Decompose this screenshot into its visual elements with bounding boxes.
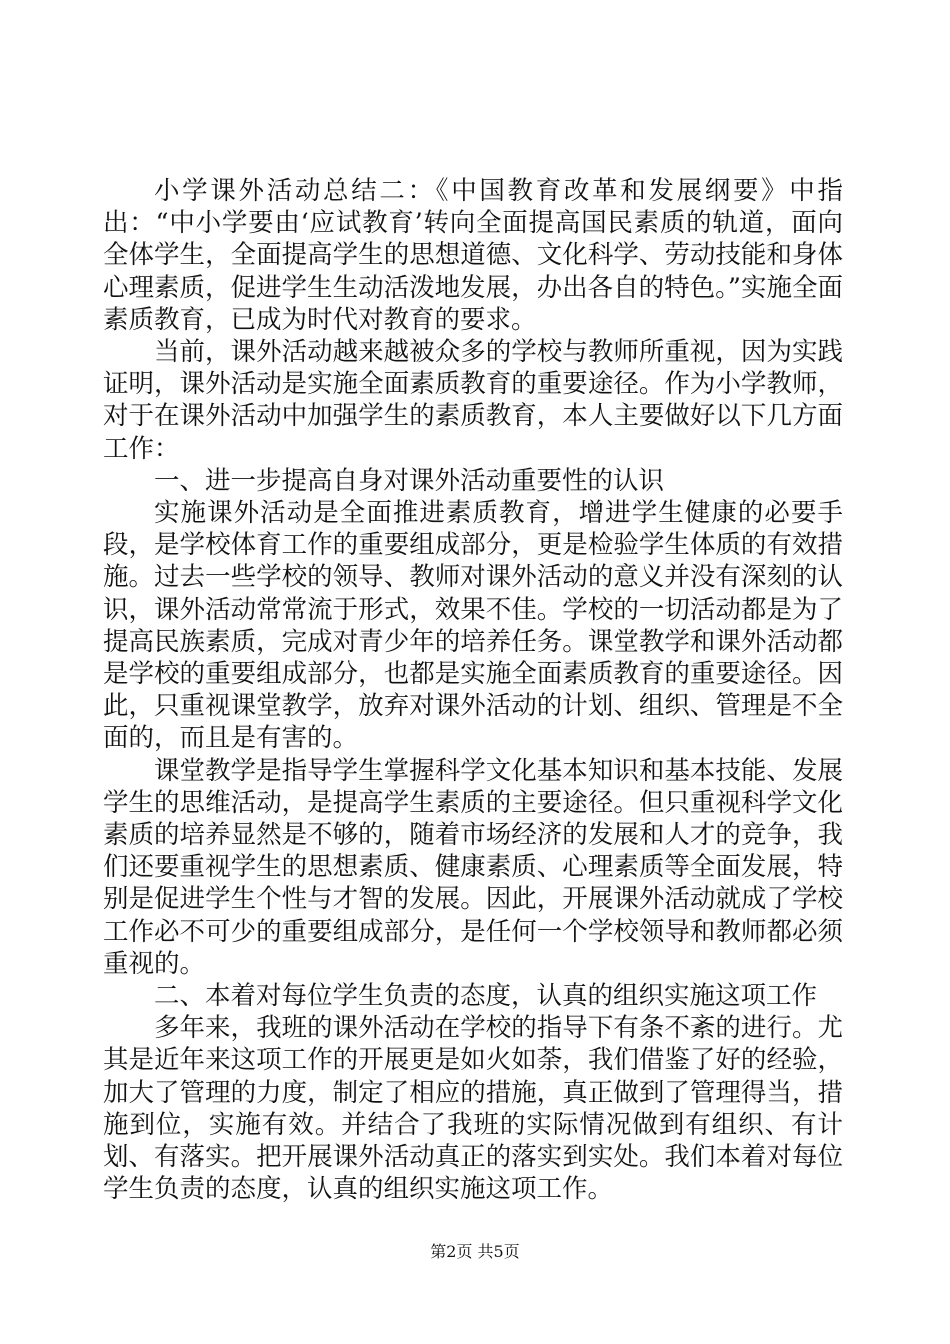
paragraph-section-1-b: 课堂教学是指导学生掌握科学文化基本知识和基本技能、发展学生的思维活动，是提高学生素质的主要途径。但只重视科学文化素质的培养显然是不够的，随着市场经济的发展和人才的竞争，我们还要重视学生的思想素质、健康素质、心理素质等全面发展，特别是促进学生个性与才智的发展。因此，开展课外活动就成了学校工作必不可少的重要组成部分，是任何一个学校领导和教师都必须重视的。 (103, 755, 843, 979)
paragraph-intro: 小学课外活动总结二：《中国教育改革和发展纲要》中指出：“中小学要由‘应试教育’转向全面提高国民素质的轨道，面向全体学生，全面提高学生的思想道德、文化科学、劳动技能和身体心理素质，促进学生生动活泼地发展，办出各自的特色。”实施全面素质教育，已成为时代对教育的要求。 (103, 176, 843, 335)
section-heading-1: 一、进一步提高自身对课外活动重要性的认识 (154, 465, 665, 496)
document-body (103, 175, 843, 1206)
section-heading-2: 二、本着对每位学生负责的态度，认真的组织实施这项工作 (154, 981, 818, 1012)
page-number-footer: 第2页 共5页 (430, 1242, 520, 1261)
paragraph-section-2: 多年来，我班的课外活动在学校的指导下有条不紊的进行。尤其是近年来这项工作的开展更是如火如荼，我们借鉴了好的经验，加大了管理的力度，制定了相应的措施，真正做到了管理得当，措施到位，实施有效。并结合了我班的实际情况做到有组织、有计划、有落实。把开展课外活动真正的落实到实处。我们本着对每位学生负责的态度，认真的组织实施这项工作。 (103, 1013, 843, 1205)
paragraph-section-1-a: 实施课外活动是全面推进素质教育，增进学生健康的必要手段，是学校体育工作的重要组成部分，更是检验学生体质的有效措施。过去一些学校的领导、教师对课外活动的意义并没有深刻的认识，课外活动常常流于形式，效果不佳。学校的一切活动都是为了提高民族素质，完成对青少年的培养任务。课堂教学和课外活动都是学校的重要组成部分，也都是实施全面素质教育的重要途径。因此，只重视课堂教学，放弃对课外活动的计划、组织、管理是不全面的，而且是有害的。 (103, 498, 843, 754)
paragraph-current-situation: 当前，课外活动越来越被众多的学校与教师所重视，因为实践证明，课外活动是实施全面素质教育的重要途径。作为小学教师，对于在课外活动中加强学生的素质教育，本人主要做好以下几方面工作： (103, 337, 843, 464)
